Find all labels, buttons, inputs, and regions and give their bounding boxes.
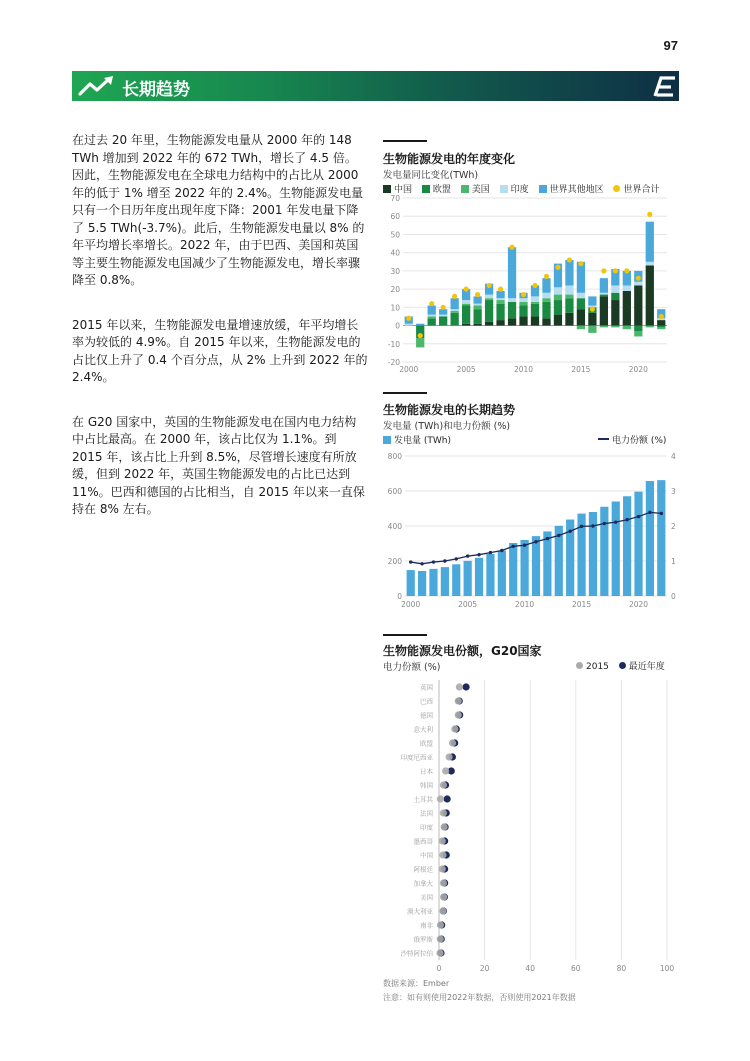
world-total-point [486,283,491,288]
country-label: 英国 [420,683,433,692]
generation-bar [464,561,472,596]
legend-item-2015 [576,662,609,672]
bar-segment [496,298,504,300]
world-total-point [418,333,423,338]
bar-segment [496,320,504,325]
bar-segment [600,278,608,293]
world-total-point [659,314,664,319]
bar-segment [473,306,481,310]
chart-3-ylabel: 电力份额 (%) [383,662,441,673]
generation-bar [509,543,517,596]
bar-segment [600,293,608,295]
share-point [637,515,640,518]
country-label: 巴西 [420,697,433,706]
bar-segment [473,304,481,306]
chart-g20-share [383,676,679,976]
world-total-point [555,265,560,270]
world-total-point [521,292,526,297]
country-label: 俄罗斯 [413,935,433,944]
country-label: 土耳其 [413,795,433,804]
world-total-point [647,212,652,217]
bar-segment [451,309,459,311]
world-total-point [613,268,618,273]
bar-segment [462,324,470,326]
y-tick-label-left: 800 [387,452,402,461]
x-tick-label: 2015 [571,365,591,374]
country-label: 美国 [420,893,433,902]
bar-segment [416,338,424,347]
share-point [546,537,549,540]
world-total-point [464,287,469,292]
paragraph: 2015 年以来，生物能源发电量增速放缓，年平均增长率为较低的 4.9%。自 2015 年以来，生物能源发电的占比仅上升了 0.4 个百分点，从 2% 上升到 2022 年的 2.4%。 [72,317,368,384]
bar-segment [554,315,562,326]
bar-segment [565,285,573,294]
share-point [455,557,458,560]
bar-segment [634,285,642,325]
x-tick-label: 2010 [513,365,534,374]
y-tick-label-left: 200 [387,557,402,566]
generation-bar [532,536,540,596]
y-tick-label: 10 [390,303,400,313]
chart-long-term-trend [383,446,679,612]
generation-bar [498,551,506,597]
country-label: 墨西哥 [413,837,433,846]
y-tick-label-right: 3 [671,487,676,496]
generation-bar [429,569,437,596]
country-label: 法国 [420,809,433,818]
share-point [568,530,571,533]
bar-segment [531,302,539,304]
legend-label: 发电量 (TWh) [394,436,451,446]
world-total-point [567,257,572,262]
world-total-point [532,283,537,288]
share-point [614,520,617,523]
legend-label: 中国 [394,185,413,195]
legend-label: 最近年度 [628,662,665,672]
paragraph: 在过去 20 年里，生物能源发电量从 2000 年的 148 TWh 增加到 2022 年的 672 TWh，增长了 4.5 倍。因此，生物能源发电在全球电力结构中的占比从 2000 年的低于 1% 增至 2022 年的 2.4%。生物能源发电量只有一个日历年度出现年度下降：2001 年发电量下降了 5.5 TWh(-3.7%)。此后，生物能源发电量以 8% 的年平均增长率增长。2022 年，由于巴西、美国和英国等主要生物能源发电国减少了生物能源发电，增长率骤降至 0.8%。 [72,133,365,287]
y-tick-label: 50 [390,230,400,240]
y-tick-label: 60 [390,212,400,222]
world-total-point [429,301,434,306]
bar-segment [531,304,539,317]
bar-segment [588,296,596,305]
bar-segment [611,326,619,328]
bar-segment [451,313,459,326]
generation-bar [646,481,654,596]
source-note: 数据来源：Ember [383,979,450,988]
bar-segment [634,331,642,336]
world-total-point [624,268,629,273]
generation-bar [634,492,642,596]
share-point [500,549,503,552]
share-point [489,551,492,554]
y-tick-label-left: 400 [387,522,402,531]
country-label: 印度尼西亚 [400,753,433,762]
bar-segment [485,298,493,300]
legend-label: 美国 [471,185,490,195]
point-2015 [446,753,453,760]
world-total-point [590,307,595,312]
data-note: 注意：如有则使用2022年数据，否则使用2021年数据 [383,993,576,1002]
world-total-point [475,292,480,297]
chart-1-rule [383,140,427,142]
legend-dot [619,662,626,669]
chart-3-title: 生物能源发电份额，G20国家 [383,644,542,658]
bar-segment [646,326,654,328]
bar-segment [623,326,631,330]
bar-segment [519,302,527,306]
y-tick-label-right: 2 [671,522,676,531]
share-point [625,518,628,521]
point-2015 [440,781,447,788]
generation-bar [623,496,631,596]
y-tick-label: 0 [395,321,400,331]
trend-up-arrow-icon [78,75,116,97]
bar-segment [611,293,619,300]
point-2015 [440,893,447,900]
legend-dot [576,662,583,669]
share-point [409,560,412,563]
legend-label: 世界合计 [623,185,660,195]
chart-3-rule [383,634,427,636]
bar-segment [451,311,459,313]
bar-segment [485,322,493,326]
bar-segment [565,313,573,326]
bar-segment [623,291,631,326]
generation-bar [407,570,415,596]
chart-2-legend-right [598,433,666,446]
bar-segment [496,300,504,304]
point-2015 [437,921,444,928]
bar-segment [565,260,573,286]
legend-label: 电力份额 (%) [612,436,667,446]
legend-item-generation [383,433,451,446]
x-tick-label: 40 [525,964,535,973]
bar-segment [485,295,493,299]
chart-1-title: 生物能源发电的年度变化 [383,152,516,166]
world-total-point [498,287,503,292]
bar-segment [542,298,550,302]
chart-2-title: 生物能源发电的长期趋势 [383,403,516,417]
generation-bar [521,540,529,596]
share-point [557,534,560,537]
bar-segment [554,287,562,294]
bar-segment [531,296,539,301]
x-tick-label: 100 [659,964,675,973]
section-banner [72,71,679,101]
bar-segment [519,298,527,302]
bar-segment [405,324,413,326]
bar-segment [496,291,504,298]
share-point [477,553,480,556]
bar-segment [646,262,654,266]
legend-item-latest [619,659,665,672]
bar-segment [588,313,596,326]
x-tick-label: 60 [571,964,581,973]
point-2015 [449,739,456,746]
generation-bar [486,554,494,596]
y-tick-label: 70 [390,194,400,203]
bar-segment [416,324,424,326]
bar-segment [473,309,481,324]
bar-segment [439,315,447,317]
bar-segment [473,324,481,326]
point-2015 [437,795,444,802]
point-2015 [455,697,462,704]
bar-segment [646,265,654,325]
bar-segment [508,298,516,302]
generation-bar [543,531,551,596]
x-tick-label: 2020 [628,600,649,609]
legend-line [598,438,609,440]
world-total-point [544,274,549,279]
world-total-point [578,261,583,266]
bar-segment [577,293,585,298]
world-total-point [406,316,411,321]
chart-annual-change [383,192,679,376]
legend-item-share [598,433,666,446]
bar-segment [565,295,573,299]
chart-2-ylabel: 发电量 (TWh)和电力份额 (%) [383,421,511,432]
country-label: 阿根廷 [413,865,433,874]
share-point [591,524,594,527]
bar-segment [554,295,562,300]
country-label: 南非 [420,921,433,930]
bar-segment [439,309,447,314]
legend-label: 印度 [510,185,529,195]
legend-dot [613,185,620,192]
bar-segment [428,315,436,317]
bar-segment [542,302,550,318]
bar-segment [623,285,631,290]
bar-segment [439,316,447,325]
y-tick-label-right: 1 [671,557,676,566]
share-point [580,525,583,528]
point-2015 [440,879,447,886]
generation-bar [600,507,608,596]
country-label: 中国 [420,851,433,860]
body-text [72,132,368,546]
generation-bar [441,567,449,596]
bar-segment [577,298,585,309]
bar-segment [542,278,550,293]
legend-swatch [383,436,391,444]
chart-1-ylabel: 发电量同比变化(TWh) [383,170,479,181]
y-tick-label-left: 600 [387,487,402,496]
share-point [523,544,526,547]
point-2015 [451,725,458,732]
bar-segment [657,327,665,329]
point-2015 [456,683,463,690]
bar-segment [634,326,642,331]
y-tick-label-right: 4 [671,452,676,461]
bar-segment [600,326,608,328]
latest-point [444,795,451,802]
generation-bar [657,480,665,596]
point-2015 [455,711,462,718]
bar-segment [451,298,459,309]
world-total-point [509,245,514,250]
bar-segment [428,306,436,315]
ember-logo-icon [651,74,677,98]
bar-segment [657,326,665,328]
bar-segment [577,326,585,330]
bar-segment [588,326,596,333]
section-title: 长期趋势 [122,80,190,100]
bar-segment [531,316,539,325]
bar-segment [428,318,436,325]
bar-segment [554,300,562,315]
page-number: 97 [663,38,678,53]
x-tick-label: 80 [616,964,627,973]
share-point [420,562,423,565]
bar-segment [519,316,527,325]
x-tick-label: 20 [479,964,490,973]
bar-segment [496,304,504,320]
x-tick-label: 2005 [458,600,478,609]
x-tick-label: 2000 [401,600,421,609]
bar-segment [600,296,608,325]
y-tick-label: 20 [390,285,400,295]
y-tick-label: -10 [387,339,400,349]
bar-segment [542,293,550,298]
generation-bar [612,502,620,597]
legend-label: 2015 [586,662,609,672]
world-total-point [452,294,457,299]
country-label: 印度 [420,823,433,832]
share-point [648,511,651,514]
x-tick-label: 2005 [456,365,476,374]
point-2015 [439,851,446,858]
country-label: 沙特阿拉伯 [400,949,433,958]
country-label: 意大利 [413,725,433,734]
chart-2-legend-left [383,433,458,446]
world-total-point [636,276,641,281]
share-point [443,559,446,562]
generation-bar [418,571,426,596]
y-tick-label: -20 [387,358,400,367]
point-2015 [439,907,446,914]
bar-segment [462,306,470,324]
x-tick-label: 2000 [399,365,419,374]
country-label: 欧盟 [420,739,433,748]
generation-bar [452,564,460,596]
country-label: 澳大利亚 [407,907,433,916]
share-point [512,545,515,548]
point-2015 [441,823,448,830]
chart-3-legend [576,659,665,672]
world-total-point [601,268,606,273]
y-tick-label: 30 [390,266,400,276]
bar-segment [508,302,516,318]
bar-segment [565,298,573,313]
share-point [432,560,435,563]
point-2015 [439,865,446,872]
x-tick-label: 2020 [628,365,648,374]
latest-point [462,683,469,690]
country-label: 德国 [420,711,433,720]
point-2015 [440,809,447,816]
bar-segment [428,316,436,318]
paragraph: 在 G20 国家中，英国的生物能源发电在国内电力结构中占比最高。在 2000 年，该占比仅为 1.1%。到 2015 年，该占比上升到 8.5%，尽管增长速度有所放缓，但到 2022 年，英国生物能源发电的占比已达到 11%。巴西和德国的占比相当，自 2015 年以来一直保持在 8% 左右。 [72,414,365,516]
bar-segment [462,300,470,304]
bar-segment [657,320,665,325]
legend-label: 欧盟 [432,185,451,195]
bar-segment [462,304,470,306]
bar-segment [542,318,550,325]
y-tick-label-left: 0 [397,592,402,601]
bar-segment [611,285,619,292]
share-point [466,554,469,557]
share-point [660,512,663,515]
point-2015 [442,767,449,774]
bar-segment [473,296,481,303]
x-tick-label: 0 [436,964,442,973]
country-label: 日本 [420,767,433,776]
world-total-point [441,305,446,310]
bar-segment [600,295,608,297]
point-2015 [437,935,444,942]
bar-segment [485,300,493,322]
country-label: 加拿大 [413,879,433,888]
bar-segment [577,309,585,325]
bar-segment [508,318,516,325]
bar-segment [646,222,654,262]
bar-segment [519,306,527,317]
legend-label: 世界其他地区 [549,185,604,195]
x-tick-label: 2010 [515,600,535,609]
point-2015 [439,837,446,844]
bar-segment [577,262,585,293]
y-tick-label-right: 0 [671,592,676,601]
x-tick-label: 2015 [572,600,592,609]
bar-segment [634,282,642,286]
bar-segment [611,300,619,326]
bar-segment [508,247,516,298]
chart-2-rule [383,392,427,394]
country-label: 韩国 [420,781,433,790]
share-point [603,522,606,525]
generation-bar [475,558,483,596]
y-tick-label: 40 [390,248,400,258]
share-point [534,540,537,543]
point-2015 [436,949,443,956]
